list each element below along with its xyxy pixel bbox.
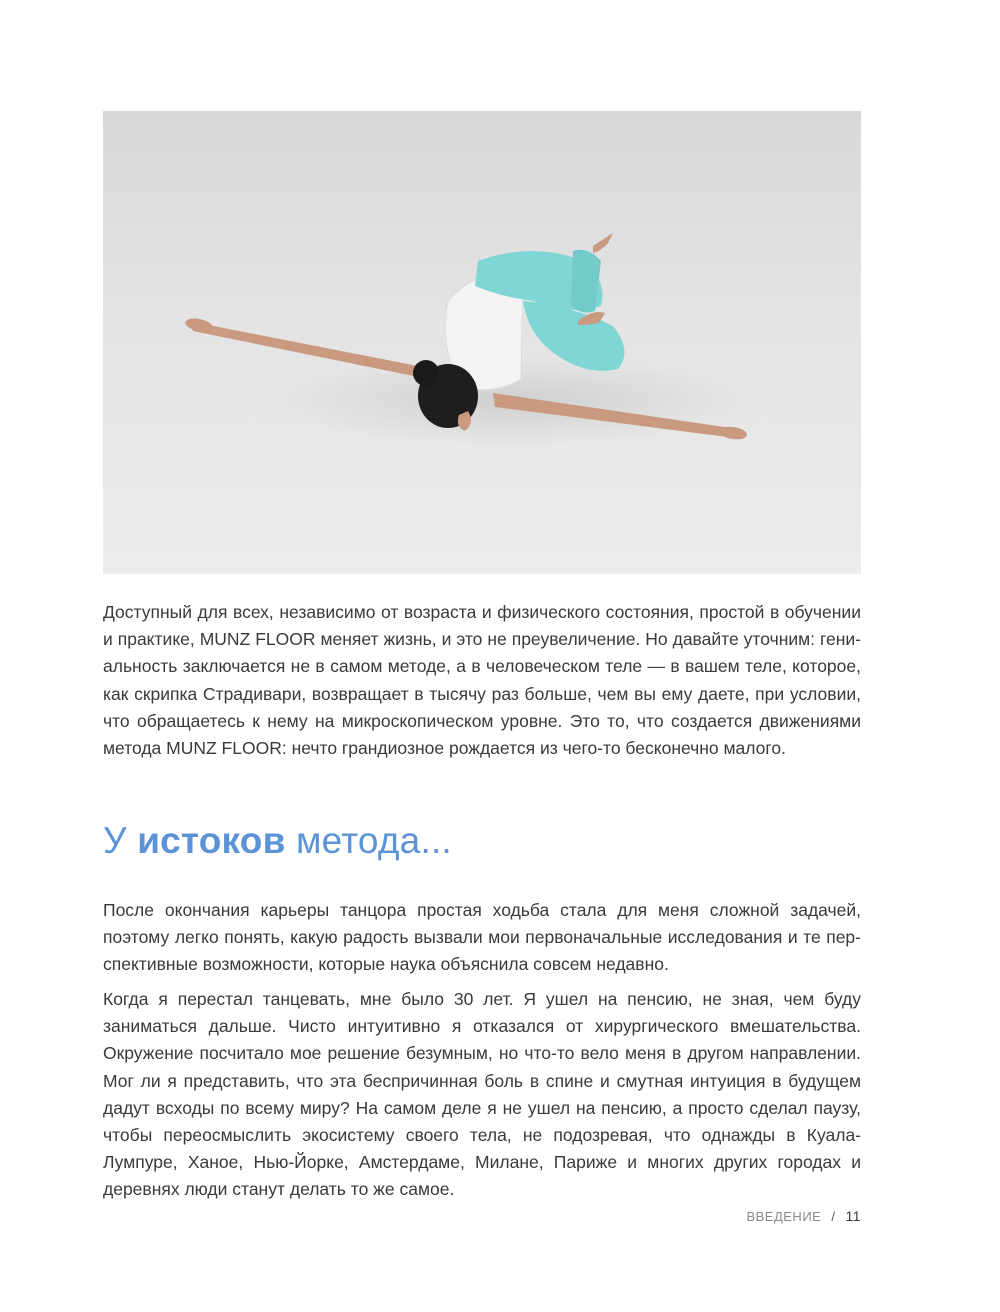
heading-bold: истоков <box>137 820 286 861</box>
figure-photo <box>103 111 861 574</box>
intro-paragraph: Доступный для всех, независимо от возраста и физического состояния, простой в обучении и практике, MUNZ FLOOR меняет жизнь, и это не преувеличение. Но давайте уточним: гениальность заключается не в самом методе, а в человеческом теле — в вашем теле, которое, как скрипка Страдивари, возвращает в тысячу раз больше, чем вы ему даете, при условии, что обращаетесь к нему на микроскопическом уровне. Это то, что создается движениями метода MUNZ FLOOR: нечто грандиозное рождается из чего-то бесконечно малого. <box>103 602 861 759</box>
heading-suffix: метода... <box>285 820 452 861</box>
page-number: 11 <box>845 1208 861 1224</box>
section-heading <box>103 820 452 862</box>
origin-paragraph-2: Когда я перестал танцевать, мне было 30 лет. Я ушел на пенсию, не зная, чем буду заниматься дальше. Чисто интуитивно я отказался от хирургического вмешательства. Окружение посчитало мое решение безумным, но что-то вело меня в другом направлении. Мог ли я представить, что эта беспричинная боль в спине и смутная интуиция в будущем дадут всходы по всему миру? На самом деле я не ушел на пенсию, а просто сделал паузу, чтобы переосмыслить экосистему своего тела, не подозревая, что однажды в Куала-Лумпуре, Ханое, Нью-Йорке, Амстердаме, Милане, Париже и многих других городах и деревнях люди станут делать то же самое. <box>103 989 861 1200</box>
footer-separator: / <box>831 1209 836 1224</box>
heading-prefix: У <box>103 820 138 861</box>
origin-paragraph-1: После окончания карьеры танцора простая ходьба стала для меня сложной задачей, поэтому легко понять, какую радость вызвали мои первоначальные исследования и те перспективные возможности, которые наука объяснила совсем недавно. <box>103 900 861 975</box>
woman-stretching-icon <box>103 111 861 574</box>
footer-section: ВВЕДЕНИЕ <box>746 1209 822 1224</box>
page-footer <box>746 1208 861 1224</box>
